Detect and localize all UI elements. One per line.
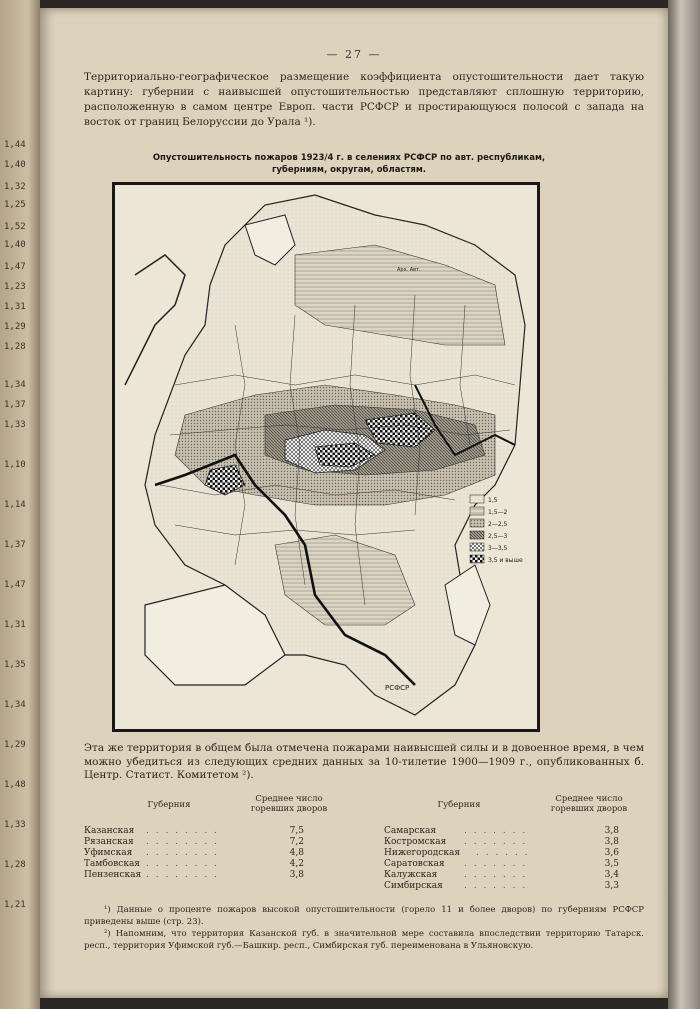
table-row: Рязанская . . . . . . . . 7,2 [84, 837, 304, 847]
margin-number: 1,40 [4, 160, 26, 170]
row-name: Рязанская [84, 837, 134, 847]
margin-number: 1,48 [4, 780, 26, 790]
footnotes [84, 905, 644, 953]
footnote-1: ¹) Данные о проценте пожаров высокой опустошительности (горело 11 и более дворов) по губерниям РСФСР приведены выше (стр. 23). [84, 905, 644, 927]
margin-number: 1,34 [4, 380, 26, 390]
map-title-line1: Опустошительность пожаров 1923/4 г. в селениях РСФСР по авт. республикам, [152, 153, 546, 163]
table-row: Саратовская . . . . . . . 3,5 [384, 859, 619, 869]
row-name: Нижегородская [384, 848, 461, 858]
margin-number: 1,10 [4, 460, 26, 470]
legend-label: 1,5—2 [488, 509, 508, 516]
footnote-2: ²) Напомним, что территория Казанской губ. в значительной мере составила впоследствии территорию Татарск. респ., территория Уфимской губ.—Башкир. респ., Симбирская губ. переименована в Ульяновскую. [84, 929, 644, 951]
table-row: Симбирская . . . . . . . 3,3 [384, 881, 619, 891]
legend-label: 3,5 и выше [488, 557, 523, 564]
map-label-region: Арх. Авт. [397, 267, 421, 273]
row-name: Казанская [84, 826, 135, 836]
row-value: 4,8 [289, 848, 304, 858]
margin-number: 1,32 [4, 182, 26, 192]
table-row: Калужская . . . . . . . 3,4 [384, 870, 619, 880]
row-value: 3,8 [604, 826, 619, 836]
row-value: 3,4 [604, 870, 619, 880]
col-header-avg-line1: Среднее число [555, 794, 623, 804]
fire-map [112, 182, 540, 732]
table-row: Самарская . . . . . . . 3,8 [384, 826, 619, 836]
col-header-avg [244, 794, 334, 814]
table-row: Тамбовская . . . . . . . . 4,2 [84, 859, 304, 869]
margin-number: 1,28 [4, 860, 26, 870]
intro-paragraph: Территориально-географическое размещение коэффициента опустошительности дает такую картину: губернии с наивысшей опустошительностью представляют сплошную территорию, расположенную в самом центре Европ. части РСФСР и простирающуюся полосой с запада на восток от границ Белоруссии до Урала ¹). [84, 71, 644, 128]
col-header-gub: Губерния [147, 800, 191, 810]
margin-number: 1,33 [4, 420, 26, 430]
row-value: 3,8 [604, 837, 619, 847]
margin-number: 1,44 [4, 140, 26, 150]
table-row: Пензенская . . . . . . . . 3,8 [84, 870, 304, 880]
margin-number: 1,21 [4, 900, 26, 910]
map-label-rsfsr: РСФСР [385, 684, 410, 692]
row-value: 3,6 [604, 848, 619, 858]
row-name: Саратовская [384, 859, 445, 869]
row-name: Тамбовская [84, 859, 140, 869]
row-value: 7,2 [289, 837, 304, 847]
map-drawing [115, 185, 537, 729]
margin-number: 1,29 [4, 322, 26, 332]
book-page [40, 8, 668, 998]
margin-number: 1,28 [4, 342, 26, 352]
col-header-avg-line2: горевших дворов [550, 804, 628, 814]
row-name: Пензенская [84, 870, 142, 880]
margin-number: 1,37 [4, 400, 26, 410]
after-map-paragraph: Эта же территория в общем была отмечена пожарами наивысшей силы и в довоенное время, в чем можно убедиться из следующих средних данных за 10-тилетие 1900—1909 г., опубликованных б. Центр. Статист. Комитетом ²). [84, 742, 644, 781]
margin-number: 1,47 [4, 580, 26, 590]
margin-number: 1,29 [4, 740, 26, 750]
col-header-avg-line2: горевших дворов [250, 804, 328, 814]
margin-number: 1,25 [4, 200, 26, 210]
row-value: 3,8 [289, 870, 304, 880]
table-row: Уфимская . . . . . . . . 4,8 [84, 848, 304, 858]
margin-number: 1,47 [4, 262, 26, 272]
legend-label: 1,5 [488, 497, 498, 504]
margin-number: 1,33 [4, 820, 26, 830]
row-name: Костромская [384, 837, 447, 847]
legend-label: 2,5—3 [488, 533, 508, 540]
row-value: 3,5 [604, 859, 619, 869]
col-header-avg-line1: Среднее число [255, 794, 323, 804]
margin-number: 1,52 [4, 222, 26, 232]
row-value: 4,2 [289, 859, 304, 869]
map-title-line2: губерниям, округам, областям. [271, 165, 427, 175]
page-number: — 27 — [326, 48, 382, 61]
row-name: Симбирская [384, 881, 443, 891]
previous-page-edge [0, 0, 40, 1009]
margin-number: 1,14 [4, 500, 26, 510]
table-row: Нижегородская . . . . . . 3,6 [384, 848, 619, 858]
col-header-gub: Губерния [437, 800, 481, 810]
col-header-avg [544, 794, 634, 814]
margin-number: 1,31 [4, 302, 26, 312]
table-row: Костромская . . . . . . . 3,8 [384, 837, 619, 847]
book-edge [668, 0, 700, 1009]
margin-number: 1,23 [4, 282, 26, 292]
row-name: Калужская [384, 870, 438, 880]
margin-number: 1,37 [4, 540, 26, 550]
legend-label: 2—2,5 [488, 521, 508, 528]
margin-number: 1,34 [4, 700, 26, 710]
row-name: Уфимская [84, 848, 133, 858]
row-value: 3,3 [604, 881, 619, 891]
margin-number: 1,40 [4, 240, 26, 250]
legend-label: 3—3,5 [488, 545, 508, 552]
margin-number: 1,31 [4, 620, 26, 630]
table-row: Казанская . . . . . . . . 7,5 [84, 826, 304, 836]
margin-number: 1,35 [4, 660, 26, 670]
row-value: 7,5 [289, 826, 304, 836]
row-name: Самарская [384, 826, 437, 836]
map-title [114, 152, 584, 176]
